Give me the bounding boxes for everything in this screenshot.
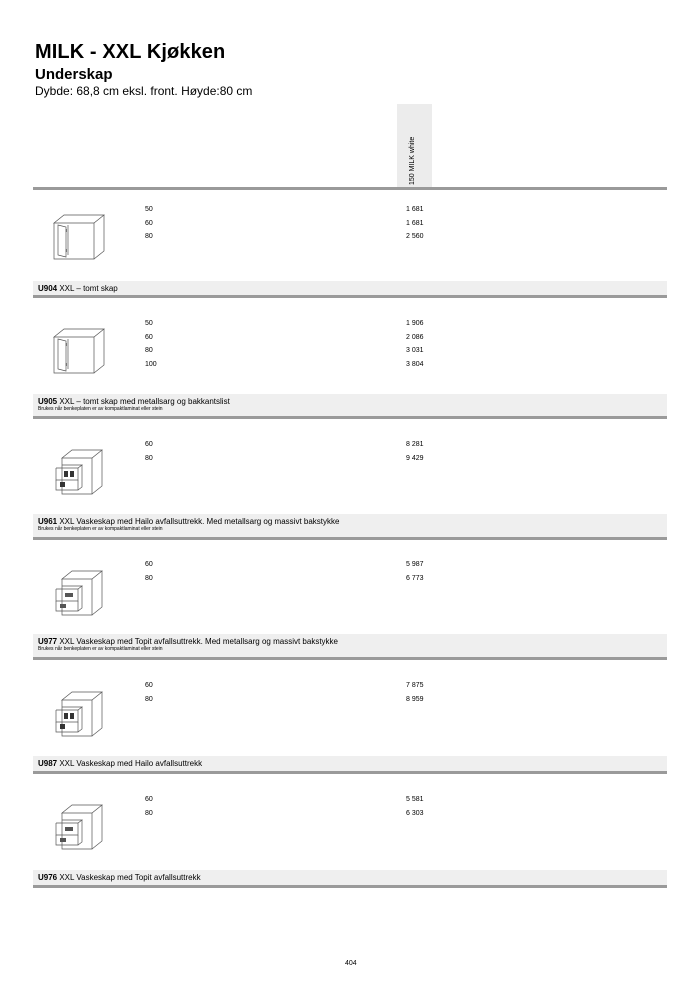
product-description: XXL Vaskeskap med Topit avfallsuttrekk xyxy=(57,873,201,882)
product-description: XXL Vaskeskap med Hailo avfallsuttrekk. Med metallsarg og massivt bakstykke xyxy=(57,517,340,526)
size-list xyxy=(145,438,153,465)
product-title-bar xyxy=(33,394,667,419)
price-cell: 8 959 xyxy=(406,695,424,703)
price-cell: 6 773 xyxy=(406,574,424,582)
size-list xyxy=(145,793,153,820)
price-list xyxy=(406,558,424,585)
size-list xyxy=(145,317,157,371)
product-title-bar xyxy=(33,514,667,540)
size-list xyxy=(145,203,153,244)
product-note: Brukes når benkeplaten er av kompaktlaminat eller stein xyxy=(38,646,163,652)
product-description: XXL Vaskeskap med Hailo avfallsuttrekk xyxy=(57,759,203,768)
sink-cabinet-waste-icon xyxy=(48,801,108,851)
product-title-bar xyxy=(33,281,667,298)
product-title xyxy=(38,637,338,646)
size-list xyxy=(145,679,153,706)
size-cell: 60 xyxy=(145,682,153,689)
price-list xyxy=(406,679,424,706)
product-title xyxy=(38,517,339,526)
price-list xyxy=(406,203,424,244)
size-list xyxy=(145,558,153,585)
product-code: U905 xyxy=(38,397,58,406)
product-note: Brukes når benkeplaten er av kompaktlaminat eller stein xyxy=(38,406,163,412)
size-cell: 60 xyxy=(145,441,153,448)
size-cell: 80 xyxy=(145,809,153,817)
product-title-bar xyxy=(33,870,667,888)
empty-cabinet-icon xyxy=(48,325,108,375)
size-cell: 60 xyxy=(145,333,153,341)
sink-cabinet-waste-icon xyxy=(48,567,108,617)
price-list xyxy=(406,793,424,820)
size-cell: 50 xyxy=(145,320,153,327)
price-column-label: 150 MILK white xyxy=(409,136,416,185)
price-list xyxy=(406,317,424,371)
product-code: U904 xyxy=(38,284,58,293)
price-cell: 1 681 xyxy=(406,219,424,227)
page-subtitle: Underskap xyxy=(35,66,113,83)
product-code: U977 xyxy=(38,637,58,646)
product-description: XXL – tomt skap med metallsarg og bakkantslist xyxy=(57,397,230,406)
size-cell: 60 xyxy=(145,219,153,227)
price-cell: 2 086 xyxy=(406,333,424,341)
product-title xyxy=(38,873,201,882)
price-cell: 8 281 xyxy=(406,441,424,448)
price-cell: 9 429 xyxy=(406,454,424,462)
price-cell: 2 560 xyxy=(406,233,424,240)
size-cell: 80 xyxy=(145,574,153,582)
product-title xyxy=(38,759,202,768)
price-cell: 1 681 xyxy=(406,206,424,213)
header-divider xyxy=(33,187,667,190)
page-number: 404 xyxy=(345,960,357,967)
product-title xyxy=(38,284,118,293)
product-title-bar xyxy=(33,756,667,774)
product-title-bar xyxy=(33,634,667,660)
price-list xyxy=(406,438,424,465)
price-cell: 5 987 xyxy=(406,561,424,568)
product-title xyxy=(38,397,230,406)
size-cell: 80 xyxy=(145,347,153,354)
size-cell: 100 xyxy=(145,360,157,368)
product-note: Brukes når benkeplaten er av kompaktlaminat eller stein xyxy=(38,526,163,532)
price-cell: 5 581 xyxy=(406,796,424,803)
size-cell: 80 xyxy=(145,233,153,240)
price-cell: 6 303 xyxy=(406,809,424,817)
price-cell: 7 875 xyxy=(406,682,424,689)
size-cell: 80 xyxy=(145,454,153,462)
size-cell: 50 xyxy=(145,206,153,213)
sink-cabinet-waste-icon xyxy=(48,446,108,496)
size-cell: 60 xyxy=(145,796,153,803)
dimensions-text: Dybde: 68,8 cm eksl. front. Høyde:80 cm xyxy=(35,84,253,98)
price-cell: 3 031 xyxy=(406,347,424,354)
empty-cabinet-icon xyxy=(48,211,108,261)
size-cell: 60 xyxy=(145,561,153,568)
price-cell: 3 804 xyxy=(406,360,424,368)
size-cell: 80 xyxy=(145,695,153,703)
product-description: XXL – tomt skap xyxy=(57,284,118,293)
page-title: MILK - XXL Kjøkken xyxy=(35,41,226,63)
product-code: U976 xyxy=(38,873,58,882)
price-cell: 1 906 xyxy=(406,320,424,327)
product-code: U987 xyxy=(38,759,58,768)
product-description: XXL Vaskeskap med Topit avfallsuttrekk. Med metallsarg og massivt bakstykke xyxy=(57,637,338,646)
product-code: U961 xyxy=(38,517,58,526)
sink-cabinet-waste-icon xyxy=(48,688,108,738)
